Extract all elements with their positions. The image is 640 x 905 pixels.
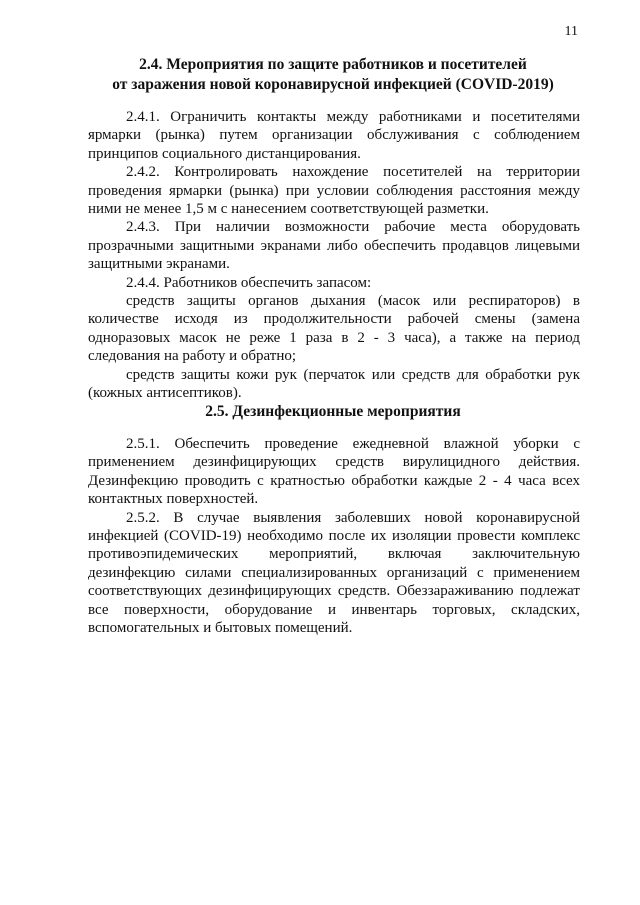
- paragraph-2-4-1: 2.4.1. Ограничить контакты между работниками и посетителями ярмарки (рынка) путем организации обслуживания с соблюдением принципов социального дистанцирования.: [88, 109, 580, 162]
- section-2-4-heading: [88, 55, 578, 95]
- section-2-5-heading: 2.5. Дезинфекционные мероприятия: [205, 403, 461, 420]
- paragraph-2-4-3: 2.4.3. При наличии возможности рабочие места оборудовать прозрачными защитными экранами либо обеспечить продавцов лицевыми защитными экранами.: [88, 219, 580, 273]
- section-2-4-heading-line-1: 2.4. Мероприятия по защите работников и посетителей: [139, 56, 527, 73]
- paragraph-2-4-2: 2.4.2. Контролировать нахождение посетителей на территории проведения ярмарки (рынка) при условии соблюдения расстояния между ними не менее 1,5 м с нанесением соответствующей разметки.: [88, 164, 580, 218]
- section-2-4-body: [88, 108, 580, 403]
- paragraph-respiratory-protection: средств защиты органов дыхания (масок или респираторов) в количестве исходя из продолжительности рабочей смены (замена одноразовых масок не реже 1 раза в 2 - 3 часа), а также на период следования на работу и обратно;: [88, 293, 580, 365]
- paragraph-2-4-4: 2.4.4. Работников обеспечить запасом:: [126, 274, 372, 291]
- section-2-5-body: [88, 435, 580, 637]
- paragraph-2-5-1: 2.5.1. Обеспечить проведение ежедневной влажной уборки с применением дезинфицирующих средств вирулицидного действия. Дезинфекцию проводить с кратностью обработки каждые 2 - 4 часа всех контактных поверхностей.: [88, 436, 580, 508]
- paragraph-2-5-2: 2.5.2. В случае выявления заболевших новой коронавирусной инфекцией (COVID-19) необходимо после их изоляции провести комплекс противоэпидемических мероприятий, включая заключительную дезинфекцию силами специализированных организаций с применением соответствующих дезинфицирующих средств. Обеззараживанию подлежат все поверхности, оборудование и инвентарь торговых, складских, вспомогательных и бытовых помещений.: [88, 509, 580, 637]
- section-2-4-heading-line-2: от заражения новой коронавирусной инфекцией (COVID-2019): [112, 76, 554, 93]
- paragraph-hand-protection: средств защиты кожи рук (перчаток или средств для обработки рук (кожных антисептиков).: [88, 366, 580, 402]
- page-number: 11: [564, 24, 578, 39]
